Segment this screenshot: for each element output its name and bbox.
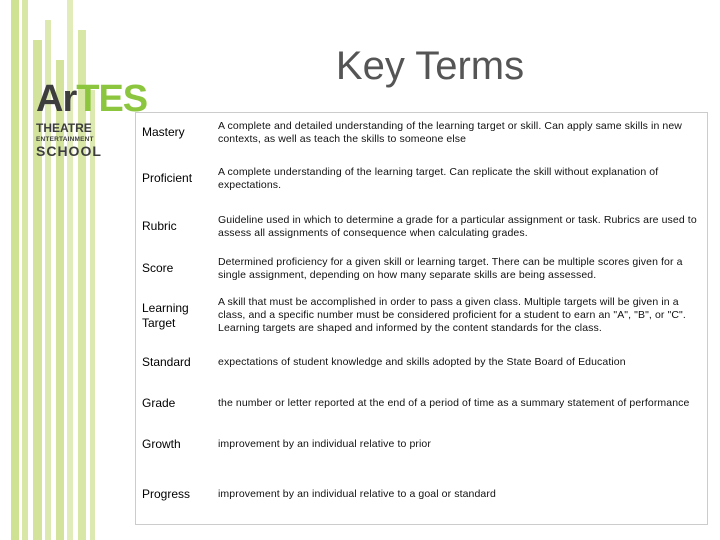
- definition-cell: A complete and detailed understanding of the learning target or skill. Can apply same skills in new contexts, as well as teach the skills to someone else: [218, 119, 682, 145]
- table-row: [136, 425, 708, 465]
- decorative-stripe: [22, 0, 28, 540]
- logo-line-1: THEATRE: [36, 121, 92, 135]
- term-cell: Standard: [142, 355, 191, 369]
- table-row: [136, 249, 708, 289]
- term-cell: Learning Target: [142, 300, 189, 330]
- term-cell: Growth: [142, 437, 181, 451]
- table-row: [136, 113, 708, 153]
- definition-cell: Guideline used in which to determine a grade for a particular assignment or task. Rubrics are used to assess all assignments of consequence when calculating grades.: [218, 213, 697, 239]
- page-title: Key Terms: [335, 44, 525, 88]
- key-terms-table: [135, 112, 708, 525]
- term-cell: Progress: [142, 486, 191, 501]
- logo-prefix: Ar: [36, 78, 77, 120]
- logo-suffix: TES: [76, 78, 148, 120]
- logo-line-2: ENTERTAINMENT: [36, 136, 94, 143]
- term-cell: Rubric: [142, 219, 177, 233]
- table-row: [136, 153, 708, 205]
- term-cell: Proficient: [142, 171, 193, 185]
- definition-cell: the number or letter reported at the end of a period of time as a summary statement of performance: [218, 397, 690, 409]
- definition-cell: improvement by an individual relative to a goal or standard: [218, 487, 496, 500]
- table-row: [136, 205, 708, 249]
- table-row: [136, 383, 708, 425]
- term-cell: Grade: [142, 396, 176, 410]
- definition-cell: improvement by an individual relative to prior: [218, 438, 431, 450]
- definition-cell: expectations of student knowledge and skills adopted by the State Board of Education: [218, 356, 626, 368]
- decorative-stripe: [11, 0, 19, 540]
- logo-line-3: SCHOOL: [36, 143, 102, 159]
- table-row: [136, 343, 708, 383]
- definition-cell: A skill that must be accomplished in order to pass a given class. Multiple targets will be given in a class, and a specific number must be considered proficient for a student to earn an "A", "B", or "C". Learning targets are shaped and informed by the content standards for the class.: [218, 296, 686, 334]
- table-row: [136, 289, 708, 343]
- term-cell: Score: [142, 261, 174, 275]
- table-row: [136, 465, 708, 525]
- definition-cell: Determined proficiency for a given skill or learning target. There can be multiple scores given for a single assignment, depending on how many separate skills are being assessed.: [218, 255, 683, 281]
- definition-cell: A complete understanding of the learning target. Can replicate the skill without explanation of expectations.: [218, 165, 659, 191]
- term-cell: Mastery: [142, 125, 185, 140]
